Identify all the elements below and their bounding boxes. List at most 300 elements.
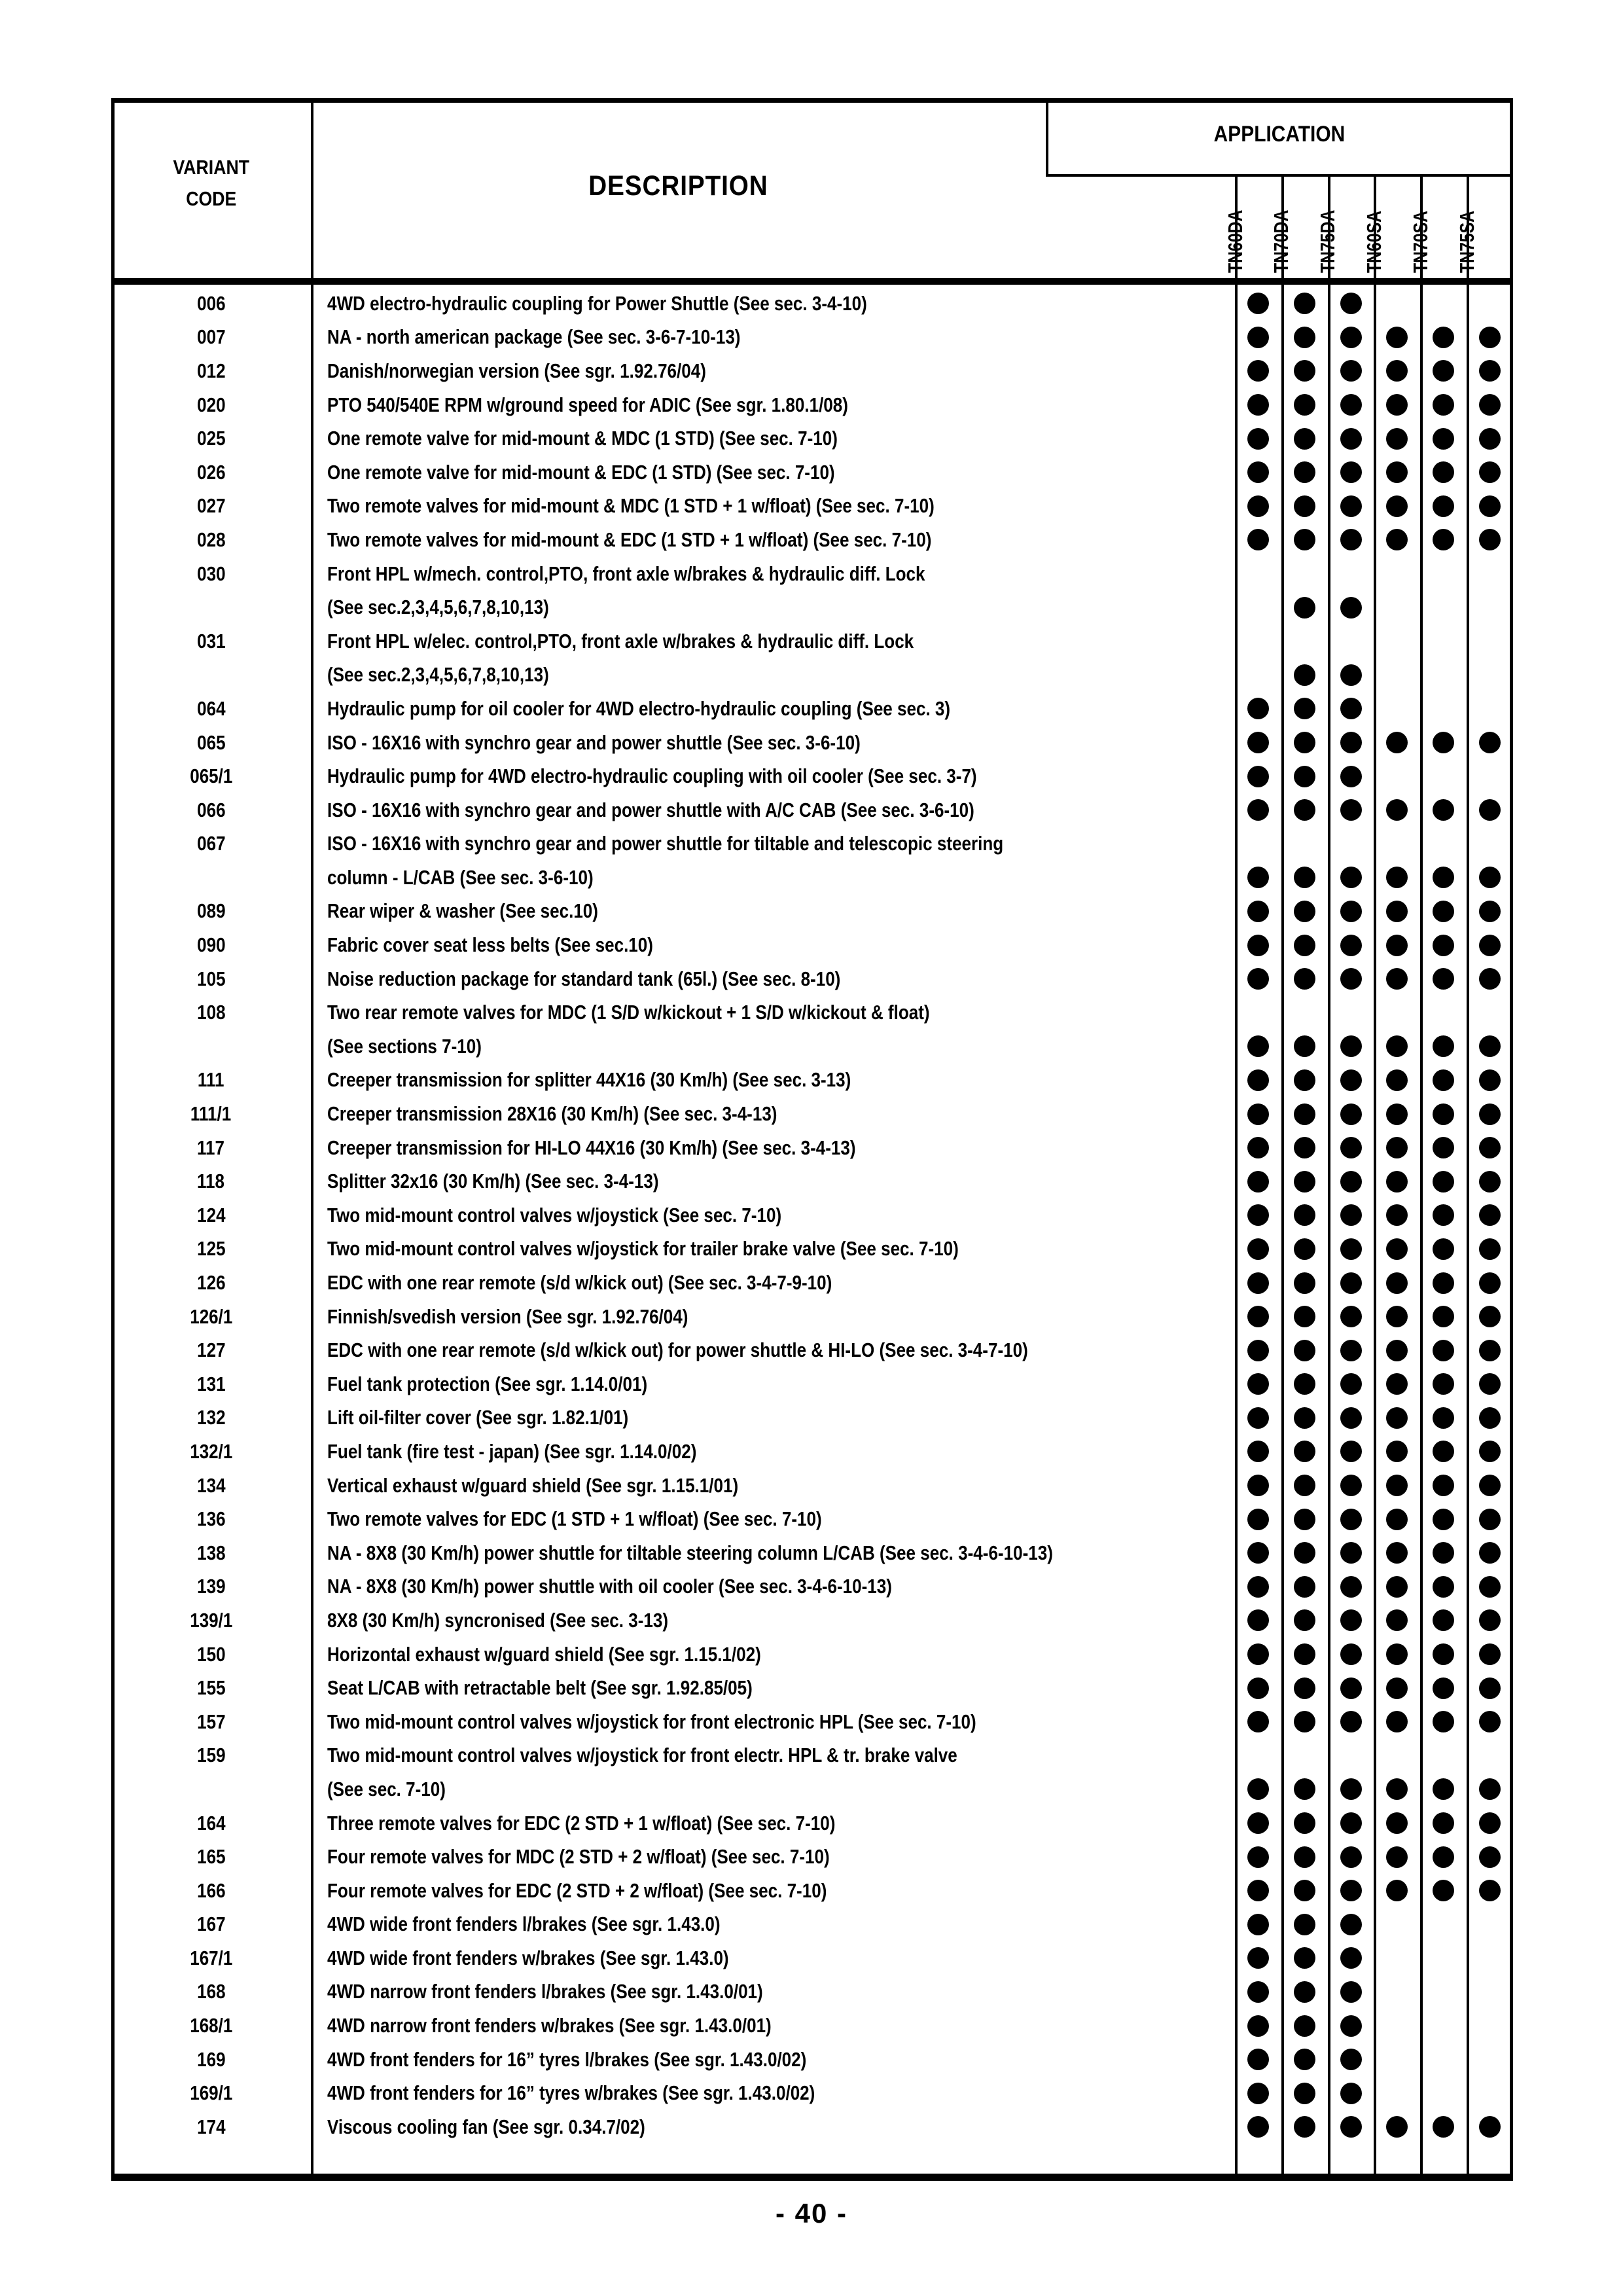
- applicability-dot-icon: [1247, 327, 1269, 348]
- application-cell: [1420, 360, 1467, 382]
- table-row-line: [111, 2110, 1513, 2144]
- application-cell: [1328, 1812, 1374, 1834]
- application-cell: [1328, 1677, 1374, 1699]
- variant-code-cell: [111, 1812, 311, 1835]
- variant-code: 150: [196, 1642, 226, 1666]
- description-cell: [311, 1845, 1235, 1869]
- application-cell: [1281, 1643, 1328, 1665]
- applicability-dot-icon: [1433, 1542, 1454, 1564]
- description-cell: [311, 1744, 1235, 1767]
- application-cell: [1281, 935, 1328, 956]
- application-cell: [1281, 1914, 1328, 1935]
- application-cell: [1328, 495, 1374, 517]
- description-cell: [311, 1541, 1235, 1565]
- applicability-dot-icon: [1294, 698, 1315, 719]
- application-cell: [1235, 327, 1281, 348]
- application-cell: [1374, 1812, 1420, 1834]
- table-row-line: [111, 1300, 1513, 1334]
- description-text: 4WD front fenders for 16” tyres w/brakes (See sgr. 1.43.0/02): [327, 2081, 815, 2105]
- applicability-dot-icon: [1479, 1475, 1501, 1496]
- applicability-dot-icon: [1340, 901, 1362, 922]
- applicability-dot-icon: [1247, 1914, 1269, 1935]
- application-cell: [1467, 2116, 1513, 2138]
- application-cell: [1420, 1035, 1467, 1057]
- description-cell: [311, 1136, 1235, 1160]
- application-cell: [1467, 1778, 1513, 1800]
- applicability-dot-icon: [1479, 968, 1501, 990]
- application-cell: [1235, 1542, 1281, 1564]
- table-row-line: [111, 1739, 1513, 1773]
- application-cell: [1420, 1576, 1467, 1598]
- applicability-dot-icon: [1479, 1609, 1501, 1631]
- variant-code-cell: [111, 1372, 311, 1396]
- description-cell: [311, 1372, 1235, 1396]
- applicability-dot-icon: [1479, 1643, 1501, 1665]
- application-cell: [1374, 394, 1420, 416]
- application-cell: [1467, 1846, 1513, 1868]
- application-cell: [1420, 1778, 1467, 1800]
- description-text: NA - north american package (See sec. 3-6-7-10-13): [327, 325, 741, 349]
- application-cell: [1420, 529, 1467, 550]
- application-cell: [1281, 1035, 1328, 1057]
- applicability-dot-icon: [1340, 1812, 1362, 1834]
- applicability-dot-icon: [1386, 1272, 1408, 1294]
- applicability-dot-icon: [1340, 1340, 1362, 1361]
- description-cell: [311, 427, 1235, 450]
- applicability-dot-icon: [1479, 1509, 1501, 1530]
- application-cell: [1281, 799, 1328, 821]
- description-text: Noise reduction package for standard tank (65l.) (See sec. 8-10): [327, 967, 841, 990]
- variant-code: 030: [196, 562, 226, 585]
- application-cell: [1374, 428, 1420, 450]
- variant-code: 167/1: [189, 1946, 233, 1969]
- applicability-dot-icon: [1247, 1947, 1269, 1969]
- variant-code: 026: [196, 460, 226, 484]
- application-cell: [1281, 901, 1328, 922]
- application-cell: [1467, 1609, 1513, 1631]
- model-label: TN70SA: [1408, 210, 1432, 273]
- applicability-dot-icon: [1340, 867, 1362, 888]
- description-text: Two mid-mount control valves w/joystick for trailer brake valve (See sec. 7-10): [327, 1237, 959, 1261]
- table-border-bottom: [111, 2174, 1513, 2181]
- application-cell: [1328, 1947, 1374, 1969]
- model-label: TN75SA: [1455, 210, 1478, 273]
- application-cell: [1420, 1441, 1467, 1462]
- variant-code: 105: [196, 967, 226, 990]
- applicability-dot-icon: [1340, 360, 1362, 382]
- applicability-dot-icon: [1386, 1475, 1408, 1496]
- variant-code: 136: [196, 1507, 226, 1531]
- application-cell: [1374, 1272, 1420, 1294]
- application-cell: [1235, 1137, 1281, 1158]
- application-cell: [1467, 867, 1513, 888]
- description-text: 4WD electro-hydraulic coupling for Power Shuttle (See sec. 3-4-10): [327, 291, 867, 315]
- model-column-header: [1455, 174, 1513, 278]
- variant-code-cell: [111, 967, 311, 991]
- applicability-dot-icon: [1247, 529, 1269, 550]
- applicability-dot-icon: [1247, 1509, 1269, 1530]
- description-cell: [311, 1676, 1235, 1700]
- application-cell: [1281, 1204, 1328, 1226]
- application-cell: [1281, 428, 1328, 450]
- applicability-dot-icon: [1386, 1778, 1408, 1800]
- applicability-dot-icon: [1340, 2015, 1362, 2037]
- application-cell: [1281, 1306, 1328, 1327]
- application-cell: [1281, 1171, 1328, 1193]
- application-cell: [1281, 360, 1328, 382]
- table-row-line: [111, 1638, 1513, 1672]
- description-header-label: DESCRIPTION: [588, 170, 768, 202]
- application-cell: [1420, 1407, 1467, 1429]
- variant-code-cell: [111, 1068, 311, 1092]
- description-cell: [311, 1879, 1235, 1903]
- application-cell: [1374, 1643, 1420, 1665]
- application-cell: [1467, 1475, 1513, 1496]
- description-cell: [311, 1338, 1235, 1362]
- applicability-dot-icon: [1247, 867, 1269, 888]
- description-text: Front HPL w/elec. control,PTO, front axle w/brakes & hydraulic diff. Lock: [327, 629, 914, 653]
- applicability-dot-icon: [1247, 1441, 1269, 1462]
- application-cell: [1235, 293, 1281, 314]
- application-cell: [1235, 867, 1281, 888]
- table-row-line: [111, 1266, 1513, 1300]
- applicability-dot-icon: [1386, 1441, 1408, 1462]
- description-text: Fuel tank (fire test - japan) (See sgr. 1.14.0/02): [327, 1439, 697, 1463]
- application-cell: [1420, 901, 1467, 922]
- applicability-dot-icon: [1433, 1373, 1454, 1395]
- application-cell: [1420, 1137, 1467, 1158]
- applicability-dot-icon: [1386, 1069, 1408, 1091]
- application-cell: [1281, 1238, 1328, 1260]
- variant-code-cell: [111, 1170, 311, 1193]
- variant-code: 166: [196, 1878, 226, 1902]
- applicability-dot-icon: [1386, 1846, 1408, 1868]
- variant-code-cell: [111, 1541, 311, 1565]
- application-cell: [1281, 1441, 1328, 1462]
- variant-code: 155: [196, 1676, 226, 1700]
- application-cell: [1235, 1407, 1281, 1429]
- application-cell: [1281, 2015, 1328, 2037]
- applicability-dot-icon: [1340, 1576, 1362, 1598]
- applicability-dot-icon: [1294, 1609, 1315, 1631]
- applicability-dot-icon: [1433, 360, 1454, 382]
- description-cell: [311, 1507, 1235, 1531]
- applicability-dot-icon: [1247, 1035, 1269, 1057]
- application-cell: [1420, 1103, 1467, 1125]
- application-cell: [1281, 2083, 1328, 2104]
- description-text: Finnish/svedish version (See sgr. 1.92.76/04): [327, 1304, 688, 1328]
- description-text: PTO 540/540E RPM w/ground speed for ADIC (See sgr. 1.80.1/08): [327, 393, 848, 416]
- application-cell: [1328, 1069, 1374, 1091]
- variant-code: 138: [196, 1541, 226, 1564]
- application-cell: [1328, 1238, 1374, 1260]
- table-row-line: [111, 1705, 1513, 1739]
- applicability-dot-icon: [1386, 428, 1408, 450]
- variant-code: 117: [197, 1136, 225, 1159]
- variant-code-cell: [111, 1676, 311, 1700]
- application-cell: [1328, 2116, 1374, 2138]
- applicability-dot-icon: [1433, 394, 1454, 416]
- applicability-dot-icon: [1294, 2083, 1315, 2104]
- applicability-dot-icon: [1294, 1137, 1315, 1158]
- table-row-line: [111, 1502, 1513, 1536]
- application-cell: [1235, 1677, 1281, 1699]
- applicability-dot-icon: [1479, 1306, 1501, 1327]
- description-cell: [311, 1812, 1235, 1835]
- variant-code: 111: [198, 1068, 224, 1092]
- applicability-dot-icon: [1386, 1340, 1408, 1361]
- application-cell: [1374, 327, 1420, 348]
- applicability-dot-icon: [1247, 1137, 1269, 1158]
- description-text: 4WD front fenders for 16” tyres l/brakes (See sgr. 1.43.0/02): [327, 2047, 807, 2071]
- application-cell: [1281, 1677, 1328, 1699]
- applicability-dot-icon: [1433, 732, 1454, 753]
- variant-code: 006: [196, 291, 226, 315]
- applicability-dot-icon: [1340, 1609, 1362, 1631]
- description-text: Fuel tank protection (See sgr. 1.14.0/01): [327, 1372, 648, 1395]
- applicability-dot-icon: [1340, 597, 1362, 619]
- table-row-line: [111, 2043, 1513, 2077]
- variant-code-cell: [111, 1440, 311, 1463]
- description-text: Four remote valves for EDC (2 STD + 2 w/float) (See sec. 7-10): [327, 1878, 827, 1902]
- table-row-line: [111, 1536, 1513, 1570]
- application-cell: [1235, 1812, 1281, 1834]
- application-cell: [1328, 732, 1374, 753]
- application-cell: [1374, 935, 1420, 956]
- description-cell: [311, 1102, 1235, 1126]
- applicability-dot-icon: [1247, 394, 1269, 416]
- application-cell: [1281, 968, 1328, 990]
- applicability-dot-icon: [1433, 1880, 1454, 1901]
- variant-code-cell: [111, 1305, 311, 1329]
- variant-code-cell: [111, 1946, 311, 1970]
- variant-code-cell: [111, 2014, 311, 2037]
- variant-code-cell: [111, 1575, 311, 1598]
- variant-code: 031: [196, 629, 226, 653]
- applicability-dot-icon: [1294, 1576, 1315, 1598]
- applicability-dot-icon: [1294, 766, 1315, 787]
- variant-code-cell: [111, 1102, 311, 1126]
- description-text: Vertical exhaust w/guard shield (See sgr. 1.15.1/01): [327, 1473, 739, 1497]
- application-cell: [1467, 428, 1513, 450]
- applicability-dot-icon: [1340, 1069, 1362, 1091]
- variant-code: 027: [196, 494, 226, 518]
- table-row-line: [111, 1232, 1513, 1266]
- description-text: Horizontal exhaust w/guard shield (See sgr. 1.15.1/02): [327, 1642, 761, 1666]
- applicability-dot-icon: [1294, 1509, 1315, 1530]
- description-text: EDC with one rear remote (s/d w/kick out) for power shuttle & HI-LO (See sec. 3-4-7-10): [327, 1338, 1028, 1362]
- description-cell: [311, 1575, 1235, 1598]
- application-cell: [1420, 428, 1467, 450]
- application-cell: [1420, 1677, 1467, 1699]
- application-cell: [1420, 1880, 1467, 1901]
- application-cell: [1281, 664, 1328, 686]
- description-text: ISO - 16X16 with synchro gear and power shuttle (See sec. 3-6-10): [327, 730, 861, 754]
- description-cell: [311, 325, 1235, 349]
- application-cell: [1328, 529, 1374, 550]
- applicability-dot-icon: [1247, 1340, 1269, 1361]
- applicability-dot-icon: [1294, 1812, 1315, 1834]
- description-cell: [311, 1440, 1235, 1463]
- application-cell: [1420, 1509, 1467, 1530]
- applicability-dot-icon: [1294, 901, 1315, 922]
- description-text: One remote valve for mid-mount & EDC (1 STD) (See sec. 7-10): [327, 460, 835, 484]
- application-cell: [1374, 1542, 1420, 1564]
- application-cell: [1467, 1542, 1513, 1564]
- applicability-dot-icon: [1294, 394, 1315, 416]
- table-row-line: [111, 1806, 1513, 1840]
- applicability-dot-icon: [1340, 327, 1362, 348]
- applicability-dot-icon: [1386, 968, 1408, 990]
- applicability-dot-icon: [1340, 1103, 1362, 1125]
- description-text: Creeper transmission for HI-LO 44X16 (30 Km/h) (See sec. 3-4-13): [327, 1136, 856, 1159]
- table-row-line: [111, 456, 1513, 490]
- applicability-dot-icon: [1340, 1880, 1362, 1901]
- description-cell: [311, 1204, 1235, 1227]
- applicability-dot-icon: [1294, 1981, 1315, 2003]
- applicability-dot-icon: [1479, 1373, 1501, 1395]
- application-cell: [1374, 1171, 1420, 1193]
- application-cell: [1374, 1475, 1420, 1496]
- application-cell: [1467, 394, 1513, 416]
- applicability-dot-icon: [1433, 1609, 1454, 1631]
- description-text: Viscous cooling fan (See sgr. 0.34.7/02): [327, 2115, 645, 2138]
- variant-code: 168: [196, 1980, 226, 2003]
- application-cell: [1467, 461, 1513, 483]
- application-cell: [1235, 2083, 1281, 2104]
- description-text: ISO - 16X16 with synchro gear and power shuttle with A/C CAB (See sec. 3-6-10): [327, 798, 974, 821]
- description-text: Two mid-mount control valves w/joystick for front electronic HPL (See sec. 7-10): [327, 1710, 976, 1733]
- variant-code: 159: [196, 1744, 226, 1767]
- applicability-dot-icon: [1433, 1103, 1454, 1125]
- table-row-line: [111, 1198, 1513, 1232]
- application-cell: [1235, 529, 1281, 550]
- application-cell: [1374, 1238, 1420, 1260]
- application-cell: [1420, 1643, 1467, 1665]
- applicability-dot-icon: [1433, 1171, 1454, 1193]
- applicability-dot-icon: [1340, 935, 1362, 956]
- description-text: (See sec.2,3,4,5,6,7,8,10,13): [327, 596, 549, 619]
- description-cell: [311, 731, 1235, 755]
- application-cell: [1235, 698, 1281, 719]
- applicability-dot-icon: [1479, 1441, 1501, 1462]
- variant-code: 169: [196, 2047, 226, 2071]
- applicability-dot-icon: [1294, 1407, 1315, 1429]
- application-cell: [1281, 698, 1328, 719]
- applicability-dot-icon: [1247, 428, 1269, 450]
- description-text: Two mid-mount control valves w/joystick (See sec. 7-10): [327, 1203, 782, 1227]
- description-text: 4WD wide front fenders w/brakes (See sgr. 1.43.0): [327, 1946, 729, 1969]
- application-cell: [1281, 867, 1328, 888]
- application-cell: [1281, 2049, 1328, 2070]
- application-cell: [1420, 327, 1467, 348]
- table-row-line: [111, 658, 1513, 692]
- application-cell: [1235, 1509, 1281, 1530]
- description-cell: [311, 1778, 1235, 1801]
- application-cell: [1374, 1609, 1420, 1631]
- application-cell: [1467, 1204, 1513, 1226]
- variant-code: 165: [196, 1845, 226, 1869]
- table-row-line: [111, 996, 1513, 1030]
- description-text: One remote valve for mid-mount & MDC (1 STD) (See sec. 7-10): [327, 427, 838, 450]
- description-text: Four remote valves for MDC (2 STD + 2 w/float) (See sec. 7-10): [327, 1845, 830, 1869]
- applicability-dot-icon: [1294, 799, 1315, 821]
- applicability-dot-icon: [1340, 1306, 1362, 1327]
- applicability-dot-icon: [1479, 360, 1501, 382]
- description-cell: [311, 630, 1235, 653]
- applicability-dot-icon: [1247, 935, 1269, 956]
- applicability-dot-icon: [1294, 597, 1315, 619]
- description-text: Three remote valves for EDC (2 STD + 1 w/float) (See sec. 7-10): [327, 1811, 836, 1835]
- applicability-dot-icon: [1479, 901, 1501, 922]
- application-cell: [1420, 1204, 1467, 1226]
- application-cell: [1328, 1542, 1374, 1564]
- table-row-line: [111, 422, 1513, 456]
- application-cell: [1374, 1576, 1420, 1598]
- applicability-dot-icon: [1433, 1812, 1454, 1834]
- applicability-dot-icon: [1340, 1778, 1362, 1800]
- applicability-dot-icon: [1294, 529, 1315, 550]
- application-cell: [1467, 732, 1513, 753]
- application-cell: [1374, 1340, 1420, 1361]
- application-cell: [1467, 495, 1513, 517]
- description-cell: [311, 1237, 1235, 1261]
- applicability-dot-icon: [1340, 428, 1362, 450]
- application-cell: [1328, 1711, 1374, 1732]
- application-cell: [1235, 394, 1281, 416]
- variant-code-cell: [111, 1845, 311, 1869]
- application-cell: [1420, 1238, 1467, 1260]
- description-text: 4WD narrow front fenders w/brakes (See sgr. 1.43.0/01): [327, 2014, 772, 2037]
- application-cell: [1328, 799, 1374, 821]
- applicability-dot-icon: [1294, 461, 1315, 483]
- application-cell: [1420, 732, 1467, 753]
- description-text: (See sections 7-10): [327, 1034, 482, 1058]
- table-row-line: [111, 1975, 1513, 2009]
- variant-code: 108: [196, 1001, 226, 1024]
- applicability-dot-icon: [1247, 1272, 1269, 1294]
- description-cell: [311, 461, 1235, 484]
- applicability-dot-icon: [1340, 2083, 1362, 2104]
- applicability-dot-icon: [1479, 1272, 1501, 1294]
- application-cell: [1467, 935, 1513, 956]
- application-cell: [1328, 394, 1374, 416]
- variant-code: 028: [196, 528, 226, 551]
- applicability-dot-icon: [1294, 293, 1315, 314]
- application-cell: [1420, 1711, 1467, 1732]
- application-cell: [1374, 495, 1420, 517]
- applicability-dot-icon: [1247, 732, 1269, 753]
- applicability-dot-icon: [1247, 1981, 1269, 2003]
- applicability-dot-icon: [1479, 1069, 1501, 1091]
- application-cell: [1281, 1069, 1328, 1091]
- application-cell: [1235, 1340, 1281, 1361]
- application-cell: [1467, 1711, 1513, 1732]
- applicability-dot-icon: [1386, 732, 1408, 753]
- application-cell: [1420, 2116, 1467, 2138]
- variant-code-cell: [111, 1643, 311, 1666]
- applicability-dot-icon: [1433, 1441, 1454, 1462]
- applicability-dot-icon: [1479, 1340, 1501, 1361]
- table-row-line: [111, 895, 1513, 929]
- applicability-dot-icon: [1340, 1238, 1362, 1260]
- application-cell: [1374, 1407, 1420, 1429]
- application-cell: [1328, 1171, 1374, 1193]
- applicability-dot-icon: [1294, 1069, 1315, 1091]
- applicability-dot-icon: [1294, 495, 1315, 517]
- description-cell: [311, 393, 1235, 417]
- applicability-dot-icon: [1340, 1846, 1362, 1868]
